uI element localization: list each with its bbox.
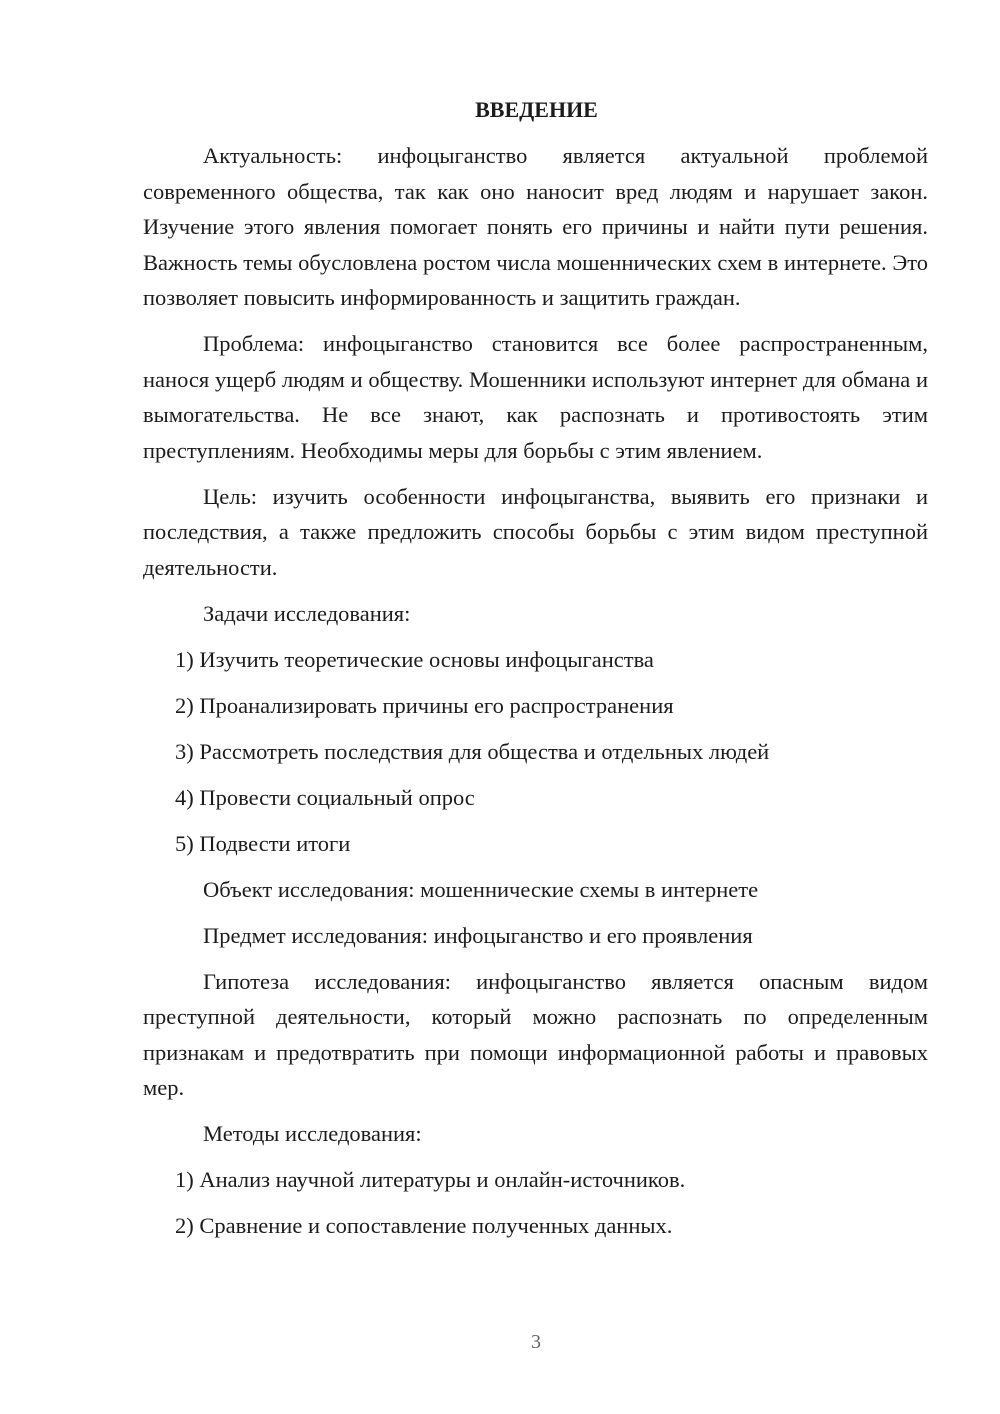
task-item: 1) Изучить теоретические основы инфоцыганства (175, 646, 654, 672)
tasks-heading: Задачи исследования: (203, 600, 411, 626)
task-item: 2) Проанализировать причины его распространения (175, 692, 674, 718)
method-item: 2) Сравнение и сопоставление полученных данных. (175, 1213, 673, 1238)
research-object: Объект исследования: мошеннические схемы в интернете (203, 876, 759, 902)
task-item: 5) Подвести итоги (175, 830, 351, 856)
section-title: ВВЕДЕНИЕ (475, 97, 598, 122)
research-subject: Предмет исследования: инфоцыганство и его проявления (203, 922, 753, 948)
hypothesis-paragraph: Гипотеза исследования: инфоцыганство является опасным видом преступной деятельности, который можно распознать по определенным признакам и предотвратить при помощи информационной работы и правовых мер. (143, 968, 928, 1100)
task-item: 3) Рассмотреть последствия для общества и отдельных людей (175, 738, 770, 764)
methods-heading: Методы исследования: (203, 1121, 422, 1146)
relevance-paragraph: Актуальность: инфоцыганство является актуальной проблемой современного общества, так как оно наносит вред людям и нарушает закон. Изучение этого явления помогает понять его причины и найти пути решения. Важность темы обусловлена ростом числа мошеннических схем в интернете. Это позволяет повысить информированность и защитить граждан. (143, 143, 928, 310)
page-content (143, 92, 928, 1254)
problem-paragraph: Проблема: инфоцыганство становится все более распространенным, нанося ущерб людям и обществу. Мошенники используют интернет для обмана и вымогательства. Не все знают, как распознать и противостоять этим преступлениям. Необходимы меры для борьбы с этим явлением. (143, 331, 928, 463)
method-item: 1) Анализ научной литературы и онлайн-источников. (175, 1167, 686, 1192)
goal-paragraph: Цель: изучить особенности инфоцыганства, выявить его признаки и последствия, а также предложить способы борьбы с этим видом преступной деятельности. (143, 483, 928, 580)
task-item: 4) Провести социальный опрос (175, 784, 475, 810)
page-number: 3 (531, 1331, 541, 1353)
